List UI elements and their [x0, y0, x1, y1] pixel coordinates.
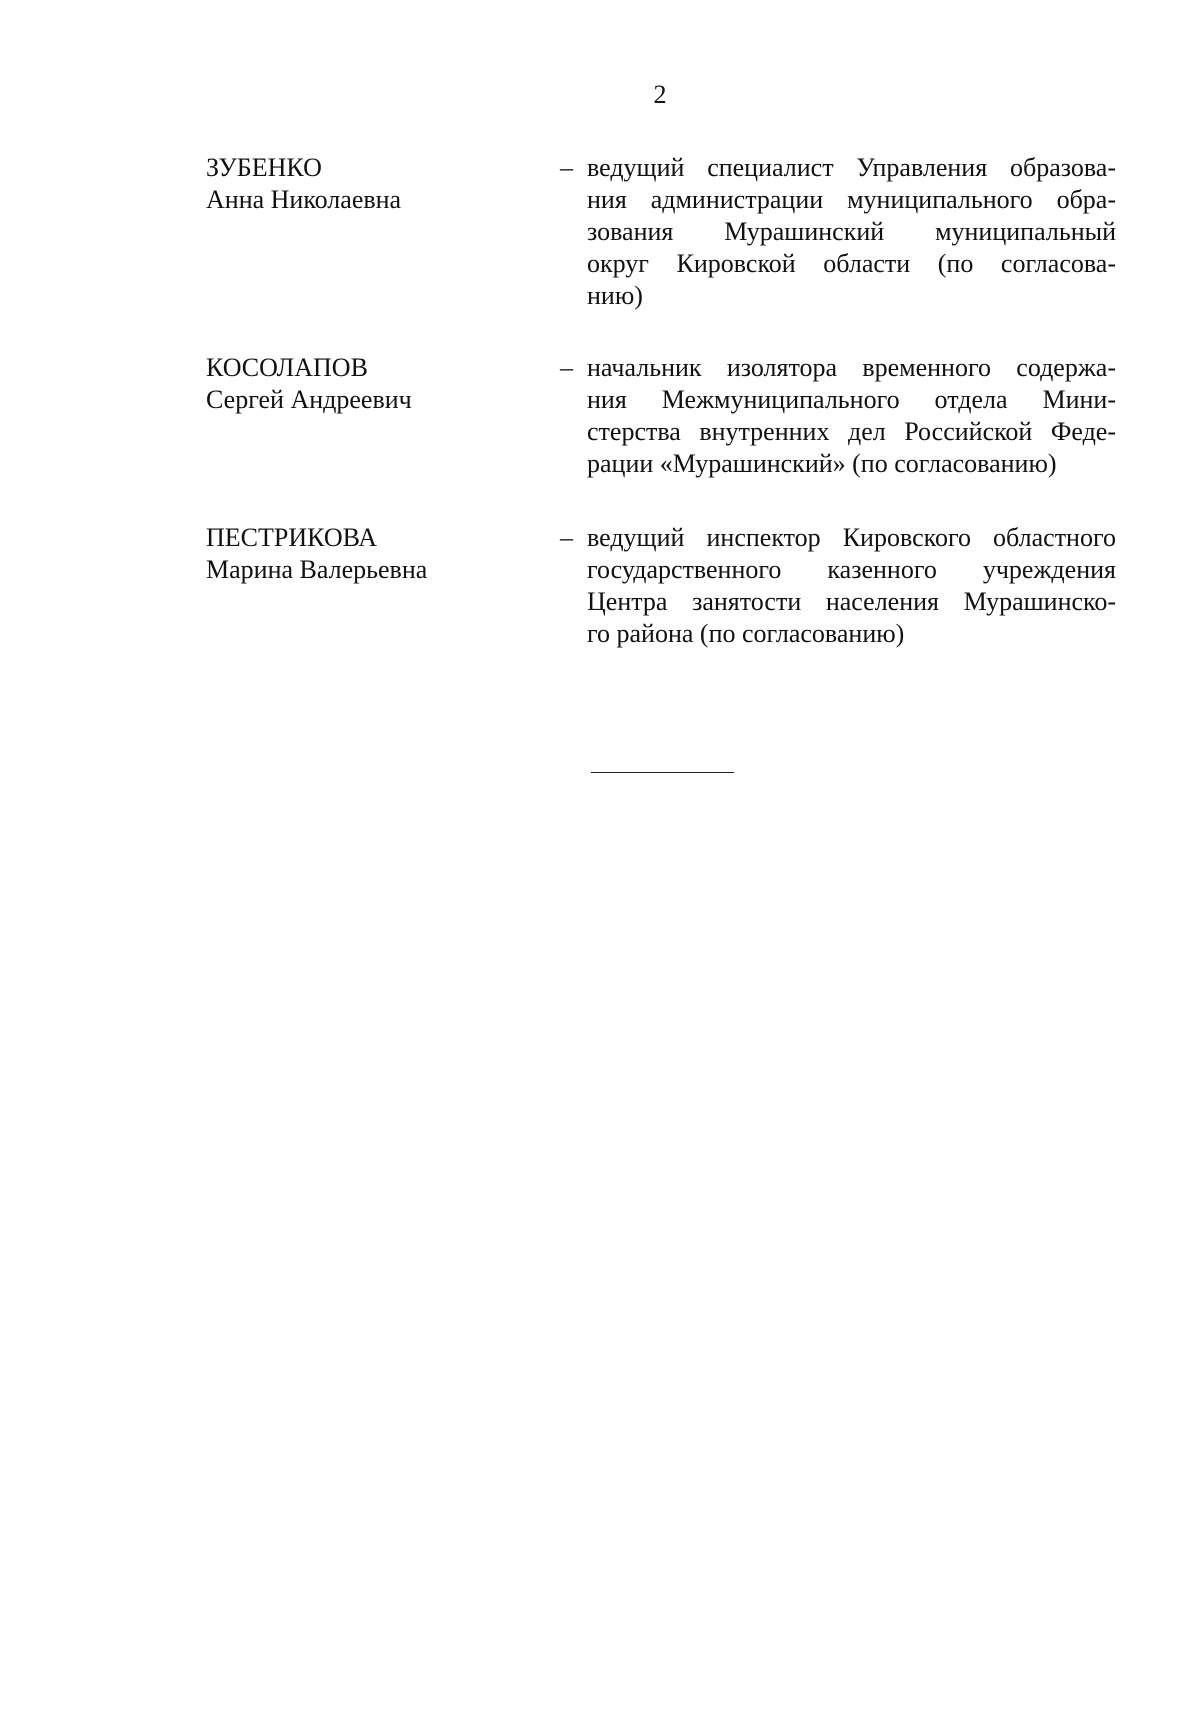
- member-surname: КОСОЛАПОВ: [206, 353, 368, 382]
- role-line: ведущий инспектор Кировского областного: [587, 523, 1116, 552]
- role-line: Центра занятости населения Мурашинско-: [587, 587, 1116, 616]
- role-line: округ Кировской области (по согласова-: [587, 249, 1116, 278]
- role-line: зования Мурашинский муниципальный: [587, 217, 1116, 246]
- page-number: 2: [653, 80, 667, 109]
- role-line: нию): [587, 281, 643, 310]
- member-role: [587, 522, 1116, 650]
- member-name: [206, 522, 536, 586]
- member-given-names: Анна Николаевна: [206, 185, 402, 214]
- role-line: ведущий специалист Управления образова-: [587, 153, 1116, 182]
- role-line: рации «Мурашинский» (по согласованию): [587, 449, 1057, 478]
- member-name: [206, 152, 536, 216]
- role-line: начальник изолятора временного содержа-: [587, 353, 1116, 382]
- role-line: стерства внутренних дел Российской Феде-: [587, 417, 1116, 446]
- role-line: ния администрации муниципального обра-: [587, 185, 1116, 214]
- role-line: го района (по согласованию): [587, 619, 905, 648]
- member-role: [587, 152, 1116, 312]
- end-of-list-line: [591, 772, 734, 773]
- member-surname: ПЕСТРИКОВА: [206, 523, 378, 552]
- dash-separator: –: [560, 523, 573, 552]
- member-role: [587, 352, 1116, 480]
- member-surname: ЗУБЕНКО: [206, 153, 322, 182]
- role-line: государственного казенного учреждения: [587, 555, 1116, 584]
- dash-separator: –: [560, 153, 573, 182]
- dash-separator: –: [560, 353, 573, 382]
- role-line: ния Межмуниципального отдела Мини-: [587, 385, 1116, 414]
- member-name: [206, 352, 536, 416]
- member-given-names: Сергей Андреевич: [206, 385, 412, 414]
- member-given-names: Марина Валерьевна: [206, 555, 428, 584]
